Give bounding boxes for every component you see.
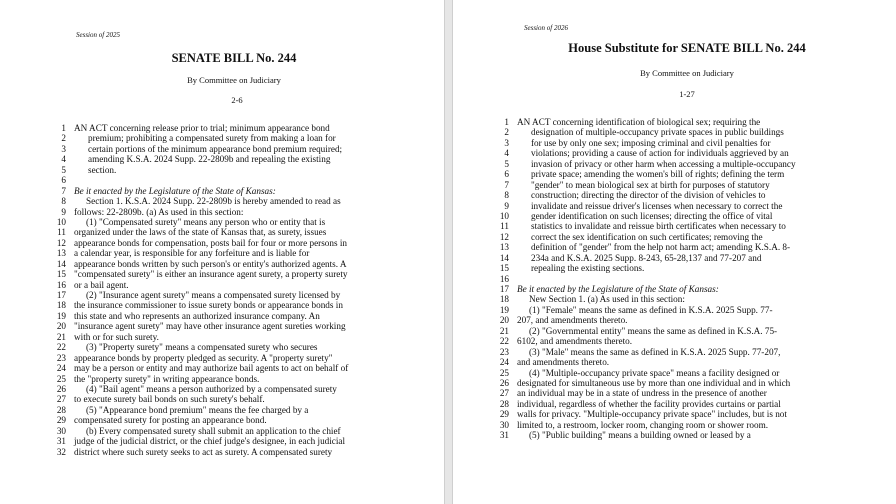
line-number: 3 <box>504 137 509 148</box>
line-number: 25 <box>499 367 509 378</box>
line-number: 22 <box>56 342 66 353</box>
line-number: 24 <box>56 363 66 374</box>
text-line <box>487 138 896 148</box>
line-number: 23 <box>56 352 66 363</box>
line-number: 1 <box>61 123 66 133</box>
line-text: 6102, and amendments thereto. <box>517 336 633 347</box>
text-line <box>44 394 444 404</box>
line-number: 6 <box>504 169 509 180</box>
text-line <box>487 305 896 315</box>
text-line <box>487 117 896 127</box>
line-text: repealing the existing sections. <box>531 263 645 274</box>
text-line <box>44 269 444 279</box>
line-number: 13 <box>499 242 509 253</box>
text-line <box>44 154 444 164</box>
line-text: appearance bonds written by such person's or entity's authorized agents. A <box>74 258 347 269</box>
line-text: (4) "Bail agent" means a person authorized by a compensated surety <box>86 383 337 394</box>
text-line <box>44 175 444 185</box>
text-line <box>487 242 896 252</box>
line-number: 4 <box>61 154 66 165</box>
line-text: (5) "Appearance bond premium" means the fee charged by a <box>86 404 309 415</box>
line-text: (4) "Multiple-occupancy private space" means a facility designed or <box>529 367 780 378</box>
line-text: or a bail agent. <box>74 279 129 290</box>
line-text: invasion of privacy or other harm when accessing a multiple-occupancy <box>531 158 796 169</box>
line-number: 21 <box>56 331 66 342</box>
text-line <box>44 165 444 175</box>
line-number: 7 <box>61 185 66 196</box>
line-number: 7 <box>504 179 509 190</box>
line-text: violations; providing a cause of action for individuals aggrieved by an <box>531 148 789 159</box>
text-line <box>487 190 896 200</box>
line-number: 28 <box>56 404 66 415</box>
line-number: 14 <box>499 252 509 263</box>
line-text: "insurance agent surety" may have other insurance agent sureties working <box>74 321 346 332</box>
line-number: 12 <box>499 231 509 242</box>
line-number: 22 <box>499 336 509 347</box>
line-text: correct the sex identification on such certificates; removing the <box>531 231 763 242</box>
line-number: 14 <box>56 258 66 269</box>
text-line <box>487 274 896 284</box>
text-line <box>487 232 896 242</box>
line-number: 32 <box>56 446 66 457</box>
text-line <box>44 353 444 363</box>
text-line <box>487 378 896 388</box>
bill-title: House Substitute for SENATE BILL No. 244 <box>568 41 806 55</box>
line-number: 15 <box>499 263 509 274</box>
text-line <box>44 321 444 331</box>
text-line <box>44 196 444 206</box>
text-line <box>487 409 896 419</box>
line-number: 6 <box>61 175 66 186</box>
line-text: may be a person or entity and may authorize bail agents to act on behalf of <box>74 363 349 374</box>
line-text: AN ACT concerning release prior to trial; minimum appearance bond <box>74 123 330 133</box>
line-text: 234a and K.S.A. 2025 Supp. 8-243, 65-28,137 and 77-207 and <box>531 252 762 263</box>
line-number: 27 <box>56 394 66 405</box>
text-line <box>44 280 444 290</box>
line-text: with or for such surety. <box>74 331 159 342</box>
line-text: for use by only one sex; imposing criminal and civil penalties for <box>531 137 771 148</box>
text-line <box>487 263 896 273</box>
line-number: 29 <box>56 415 66 426</box>
text-line <box>487 315 896 325</box>
line-number: 23 <box>499 346 509 357</box>
line-text: and amendments thereto. <box>517 357 610 368</box>
text-line <box>44 186 444 196</box>
session-label: Session of 2026 <box>524 24 568 32</box>
line-text: walls for privacy. "Multiple-occupancy private space" includes, but is not <box>517 409 787 420</box>
bill-number: 2-6 <box>231 95 243 105</box>
line-number: 4 <box>504 148 509 159</box>
line-number: 19 <box>56 310 66 321</box>
line-number: 17 <box>499 284 509 294</box>
line-number: 29 <box>499 409 509 420</box>
line-number: 10 <box>56 216 66 227</box>
line-number: 3 <box>61 143 66 154</box>
line-text: Be it enacted by the Legislature of the State of Kansas: <box>74 185 276 196</box>
text-line <box>487 169 896 179</box>
text-line <box>487 368 896 378</box>
text-line <box>487 159 896 169</box>
line-number: 17 <box>56 290 66 300</box>
line-number: 9 <box>61 206 66 217</box>
line-number: 24 <box>499 357 509 368</box>
text-line <box>487 201 896 211</box>
line-number: 12 <box>56 237 66 248</box>
line-number: 8 <box>504 190 509 201</box>
line-number: 18 <box>56 300 66 311</box>
line-text: 207, and amendments thereto. <box>517 315 628 326</box>
text-line <box>487 357 896 367</box>
text-line <box>44 207 444 217</box>
line-number: 31 <box>499 430 509 441</box>
text-line <box>487 148 896 158</box>
text-line <box>44 217 444 227</box>
line-text: premium; prohibiting a compensated surety from making a loan for <box>88 133 336 144</box>
line-text: certain portions of the minimum appearance bond premium required; <box>88 143 343 154</box>
line-number: 11 <box>500 221 509 232</box>
line-number: 15 <box>56 269 66 280</box>
line-number: 2 <box>504 127 509 138</box>
text-line <box>487 253 896 263</box>
line-text: invalidate and reissue driver's licenses when necessary to correct the <box>531 200 783 211</box>
line-number: 5 <box>504 158 509 169</box>
text-line <box>487 420 896 430</box>
text-line <box>44 133 444 143</box>
line-text: gender identification on such licenses; directing the office of vital <box>531 210 773 221</box>
text-line <box>487 284 896 294</box>
line-number: 21 <box>499 325 509 336</box>
line-number: 11 <box>57 227 66 238</box>
line-text: (1) "Compensated surety" means any person who or entity that is <box>86 216 326 227</box>
session-label: Session of 2025 <box>76 31 120 39</box>
text-line <box>44 300 444 310</box>
line-number: 18 <box>499 294 509 305</box>
line-text: "gender" to mean biological sex at birth for purposes of statutory <box>531 179 770 190</box>
text-line <box>44 259 444 269</box>
line-text: appearance bonds by property pledged as security. A "property surety" <box>74 352 333 363</box>
line-text: this state and who represents an authorized insurance company. An <box>74 310 320 321</box>
numbered-text-lines <box>487 117 896 441</box>
text-line <box>487 388 896 398</box>
line-number: 19 <box>499 304 509 315</box>
line-number: 10 <box>499 210 509 221</box>
text-line <box>487 399 896 409</box>
line-number: 20 <box>56 321 66 332</box>
text-line <box>487 294 896 304</box>
line-text: AN ACT concerning identification of biological sex; requiring the <box>517 117 761 127</box>
text-line <box>44 374 444 384</box>
line-text: section. <box>88 164 117 175</box>
line-number: 25 <box>56 373 66 384</box>
text-line <box>44 405 444 415</box>
text-line <box>487 127 896 137</box>
text-line <box>44 342 444 352</box>
text-line <box>44 311 444 321</box>
line-text: (b) Every compensated surety shall submit an application to the chief <box>86 425 341 436</box>
text-line <box>487 211 896 221</box>
line-text: individual, regardless of whether the facility provides curtains or partial <box>517 398 781 409</box>
line-number: 16 <box>56 279 66 290</box>
line-number: 13 <box>56 248 66 259</box>
text-line <box>44 290 444 300</box>
text-line <box>44 123 444 133</box>
line-text: follows: 22-2809b. (a) As used in this section: <box>74 206 244 217</box>
line-text: definition of "gender" from the help not harm act; amending K.S.A. 8- <box>531 242 791 253</box>
line-text: judge of the judicial district, or the chief judge's designee, in each judicial <box>74 436 346 447</box>
text-line <box>487 221 896 231</box>
text-line <box>487 430 896 440</box>
line-number: 8 <box>61 196 66 207</box>
line-number: 2 <box>61 133 66 144</box>
text-line <box>487 326 896 336</box>
text-line <box>487 347 896 357</box>
line-text: (3) "Male" means the same as defined in K.S.A. 2025 Supp. 77-207, <box>529 346 781 357</box>
text-line <box>487 180 896 190</box>
line-text: (1) "Female" means the same as defined in K.S.A. 2025 Supp. 77- <box>529 304 773 315</box>
text-line <box>44 363 444 373</box>
line-text: (3) "Property surety" means a compensated surety who secures <box>86 342 318 353</box>
line-text: New Section 1. (a) As used in this section: <box>529 294 685 305</box>
text-line <box>487 336 896 346</box>
line-text: district where such surety seeks to act as surety. A compensated surety <box>74 446 333 457</box>
line-text: the "property surety" in writing appearance bonds. <box>74 373 260 384</box>
line-number: 26 <box>56 383 66 394</box>
line-text: (2) "Governmental entity" means the same as defined in K.S.A. 75- <box>529 325 778 336</box>
line-text: Section 1. K.S.A. 2024 Supp. 22-2809b is hereby amended to read as <box>86 196 341 207</box>
text-line <box>44 426 444 436</box>
line-text: appearance bonds for compensation, posts bail for four or more persons in <box>74 237 347 248</box>
text-line <box>44 447 444 457</box>
line-text: (5) "Public building" means a building owned or leased by a <box>529 430 751 441</box>
line-text: organized under the laws of the state of Kansas that, as surety, issues <box>74 227 327 238</box>
line-number: 5 <box>61 164 66 175</box>
text-line <box>44 248 444 258</box>
line-text: statistics to invalidate and reissue birth certificates when necessary to <box>531 221 786 232</box>
line-text: a calendar year, is responsible for any forfeiture and is liable for <box>74 248 310 259</box>
line-text: an individual may be in a state of undress in the presence of another <box>517 388 767 399</box>
line-number: 31 <box>56 436 66 447</box>
line-number: 9 <box>504 200 509 211</box>
committee-line: By Committee on Judiciary <box>640 68 734 78</box>
text-line <box>44 144 444 154</box>
text-line <box>44 384 444 394</box>
line-text: "compensated surety" is either an insurance agent surety, a property surety <box>74 269 348 280</box>
line-text: construction; directing the director of the division of vehicles to <box>531 190 766 201</box>
line-number: 26 <box>499 377 509 388</box>
line-text: amending K.S.A. 2024 Supp. 22-2809b and repealing the existing <box>88 154 331 165</box>
right-document-page <box>452 0 896 504</box>
line-text: to execute surety bail bonds on such surety's behalf. <box>74 394 265 405</box>
text-line <box>44 227 444 237</box>
text-line <box>44 436 444 446</box>
bill-title: SENATE BILL No. 244 <box>171 51 297 65</box>
line-number: 30 <box>499 419 509 430</box>
text-line <box>44 238 444 248</box>
line-number: 1 <box>504 117 509 127</box>
committee-line: By Committee on Judiciary <box>187 75 281 85</box>
line-text: designation of multiple-occupancy private spaces in public buildings <box>531 127 784 138</box>
text-line <box>44 415 444 425</box>
line-text: designated for simultaneous use by more than one individual and in which <box>517 377 791 388</box>
bill-number: 1-27 <box>679 89 695 99</box>
line-text: limited to, a restroom, locker room, changing room or shower room. <box>517 419 769 430</box>
line-number: 16 <box>499 273 509 284</box>
text-line <box>44 332 444 342</box>
left-document-page <box>0 0 445 504</box>
line-text: private space; amending the women's bill of rights; defining the term <box>531 169 785 180</box>
line-number: 30 <box>56 425 66 436</box>
line-text: the insurance commissioner to issue surety bonds or appearance bonds in <box>74 300 343 311</box>
numbered-text-lines <box>44 123 444 457</box>
line-text: Be it enacted by the Legislature of the State of Kansas: <box>517 284 719 294</box>
line-number: 28 <box>499 398 509 409</box>
line-number: 27 <box>499 388 509 399</box>
line-text: compensated surety for posting an appearance bond. <box>74 415 267 426</box>
line-number: 20 <box>499 315 509 326</box>
line-text: (2) "Insurance agent surety" means a compensated surety licensed by <box>86 290 341 300</box>
